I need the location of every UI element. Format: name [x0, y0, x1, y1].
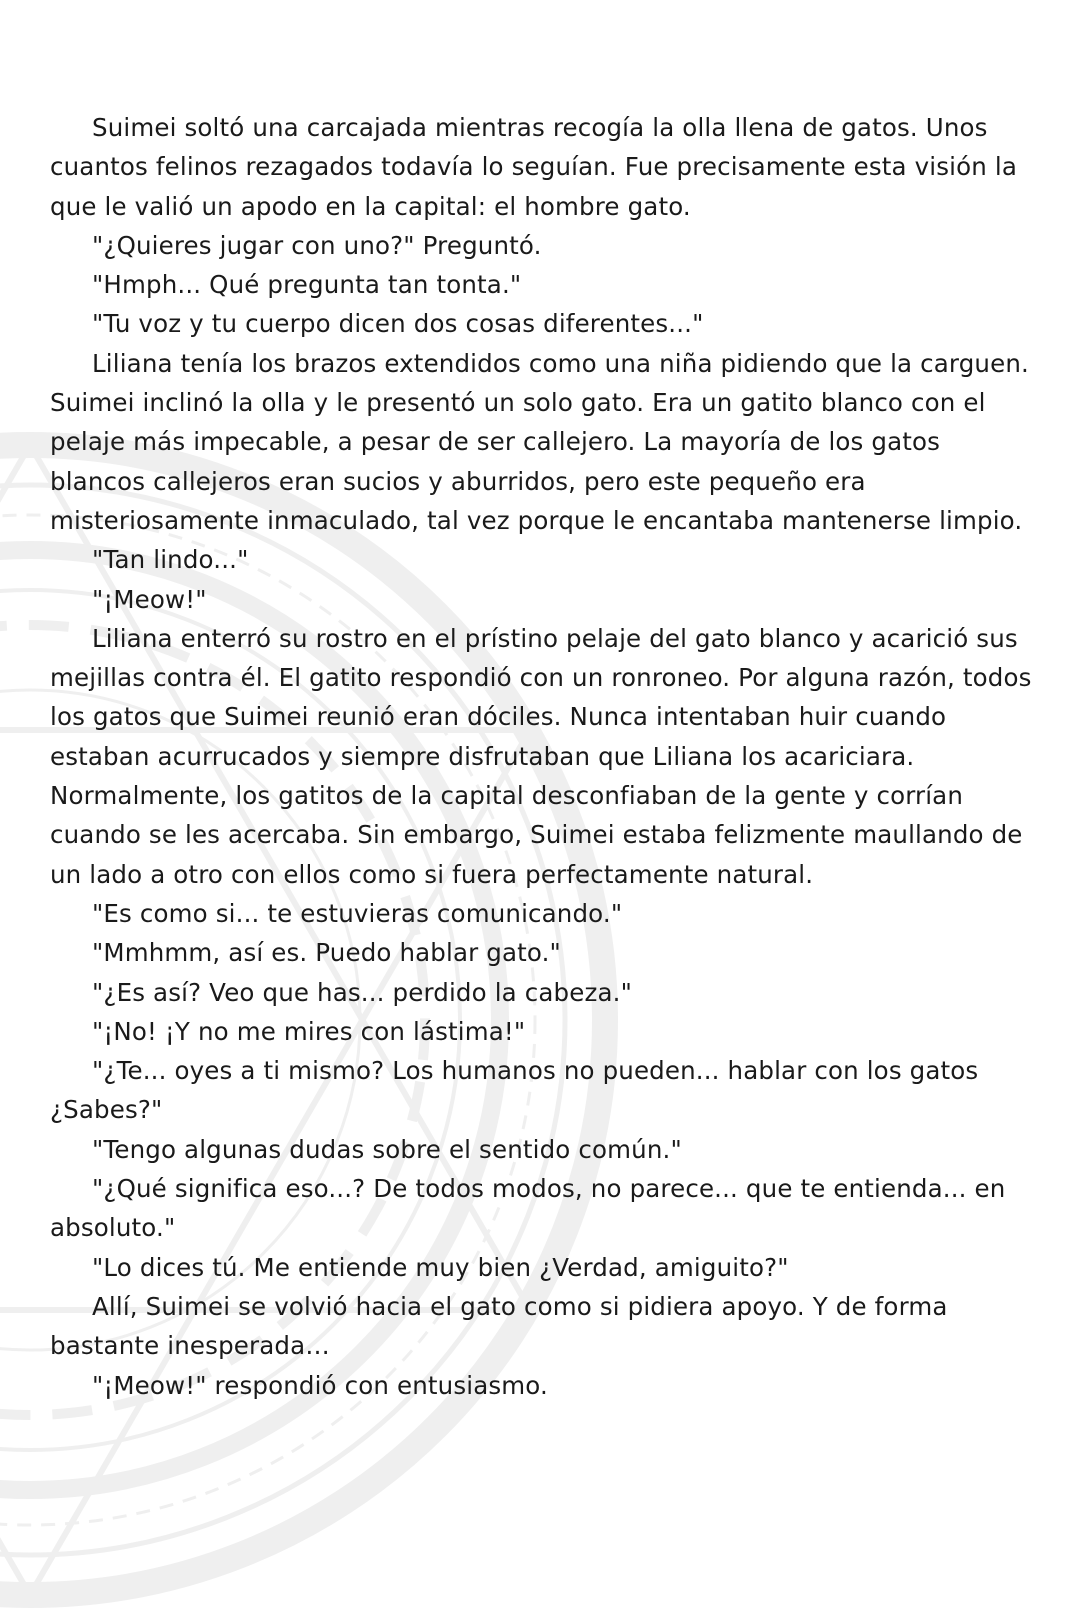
- paragraph: "Hmph... Qué pregunta tan tonta.": [92, 270, 522, 300]
- paragraph: "Mmhmm, así es. Puedo hablar gato.": [92, 938, 561, 968]
- paragraph: "Lo dices tú. Me entiende muy bien ¿Verdad, amiguito?": [92, 1252, 789, 1282]
- paragraph: "¿Qué significa eso...? De todos modos, no parece... que te entienda... en absoluto.": [50, 1174, 1006, 1243]
- paragraph: "Es como si... te estuvieras comunicando.": [92, 898, 623, 928]
- paragraph: "Tan lindo...": [92, 545, 249, 575]
- paragraph: "Tu voz y tu cuerpo dicen dos cosas diferentes...": [92, 309, 704, 339]
- paragraph: "¡No! ¡Y no me mires con lástima!": [92, 1016, 526, 1046]
- paragraph: "¡Meow!": [92, 584, 207, 614]
- paragraph: "¿Quieres jugar con uno?" Preguntó.: [92, 230, 542, 260]
- paragraph: "Tengo algunas dudas sobre el sentido común.": [92, 1134, 682, 1164]
- paragraph: "¡Meow!" respondió con entusiasmo.: [92, 1370, 548, 1400]
- paragraph: Suimei soltó una carcajada mientras recogía la olla llena de gatos. Unos cuantos felinos rezagados todavía lo seguían. Fue precisamente esta visión la que le valió un apodo en la capital: el hombre gato.: [50, 113, 1017, 221]
- story-text: [50, 108, 1040, 1405]
- paragraph: Liliana tenía los brazos extendidos como una niña pidiendo que la carguen. Suimei inclinó la olla y le presentó un solo gato. Era un gatito blanco con el pelaje más impecable, a pesar de ser callejero. La mayoría de los gatos blancos callejeros eran sucios y aburridos, pero este pequeño era misteriosamente inmaculado, tal vez porque le encantaba mantenerse limpio.: [50, 348, 1029, 535]
- paragraph: "¿Te... oyes a ti mismo? Los humanos no pueden... hablar con los gatos ¿Sabes?": [50, 1056, 979, 1125]
- paragraph: Liliana enterró su rostro en el prístino pelaje del gato blanco y acarició sus mejillas contra él. El gatito respondió con un ronroneo. Por alguna razón, todos los gatos que Suimei reunió eran dóciles. Nunca intentaban huir cuando estaban acurrucados y siempre disfrutaban que Liliana los acariciara. Normalmente, los gatitos de la capital desconfiaban de la gente y corrían cuando se les acercaba. Sin embargo, Suimei estaba felizmente maullando de un lado a otro con ellos como si fuera perfectamente natural.: [50, 623, 1032, 889]
- paragraph: Allí, Suimei se volvió hacia el gato como si pidiera apoyo. Y de forma bastante inesperada…: [50, 1291, 948, 1361]
- paragraph: "¿Es así? Veo que has... perdido la cabeza.": [92, 977, 632, 1007]
